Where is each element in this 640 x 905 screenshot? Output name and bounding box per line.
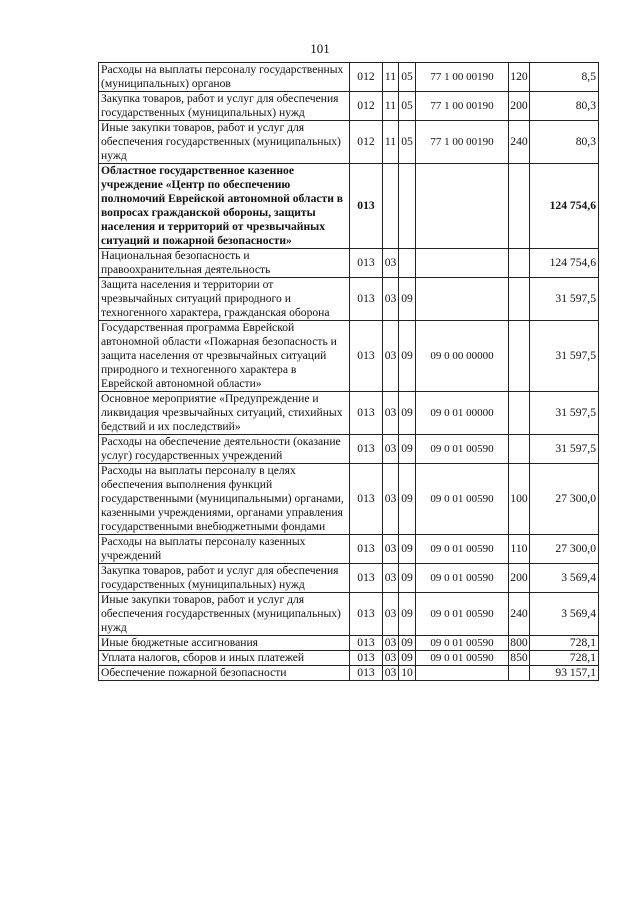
row-name-cell: Расходы на выплаты персоналу казенных учреждений xyxy=(99,535,350,564)
row-target-article-cell xyxy=(416,278,509,321)
row-subsection-cell: 09 xyxy=(399,321,416,392)
row-section-cell xyxy=(383,164,399,249)
row-target-article-cell: 09 0 01 00590 xyxy=(416,651,509,666)
row-name-cell: Основное мероприятие «Предупреждение и ликвидация чрезвычайных ситуаций, стихийных бедствий и их последствий» xyxy=(99,392,350,435)
row-grbs-cell: 012 xyxy=(350,92,383,121)
row-name-cell: Расходы на выплаты персоналу в целях обеспечения выполнения функций государственными (муниципальными) органами, казенными учреждениями, органами управления государственными внебюджетными фондами xyxy=(99,464,350,535)
row-name-cell: Национальная безопасность и правоохранительная деятельность xyxy=(99,249,350,278)
row-expense-type-cell: 200 xyxy=(509,92,530,121)
row-subsection-cell xyxy=(399,249,416,278)
row-amount-cell: 728,1 xyxy=(530,636,599,651)
row-section-cell: 03 xyxy=(383,392,399,435)
row-name-cell: Иные закупки товаров, работ и услуг для обеспечения государственных (муниципальных) нужд xyxy=(99,121,350,164)
row-subsection-cell: 09 xyxy=(399,435,416,464)
row-name-cell: Иные закупки товаров, работ и услуг для обеспечения государственных (муниципальных) нужд xyxy=(99,593,350,636)
row-expense-type-cell xyxy=(509,435,530,464)
row-target-article-cell xyxy=(416,666,509,681)
row-expense-type-cell xyxy=(509,321,530,392)
table-row xyxy=(99,321,599,392)
row-grbs-cell: 012 xyxy=(350,63,383,92)
row-grbs-cell: 013 xyxy=(350,164,383,249)
row-name-cell: Расходы на обеспечение деятельности (оказание услуг) государственных учреждений xyxy=(99,435,350,464)
row-name-cell: Иные бюджетные ассигнования xyxy=(99,636,350,651)
row-amount-cell: 31 597,5 xyxy=(530,392,599,435)
row-name-cell: Обеспечение пожарной безопасности xyxy=(99,666,350,681)
row-amount-cell: 31 597,5 xyxy=(530,321,599,392)
row-subsection-cell: 09 xyxy=(399,593,416,636)
row-section-cell: 11 xyxy=(383,63,399,92)
row-target-article-cell: 77 1 00 00190 xyxy=(416,92,509,121)
row-amount-cell: 8,5 xyxy=(530,63,599,92)
row-expense-type-cell xyxy=(509,278,530,321)
table-row xyxy=(99,636,599,651)
row-amount-cell: 124 754,6 xyxy=(530,249,599,278)
row-amount-cell: 93 157,1 xyxy=(530,666,599,681)
row-section-cell: 03 xyxy=(383,593,399,636)
row-section-cell: 03 xyxy=(383,249,399,278)
row-name-cell: Государственная программа Еврейской автономной области «Пожарная безопасность и защита населения от чрезвычайных ситуаций природного и техногенного характера в Еврейской автономной области» xyxy=(99,321,350,392)
row-grbs-cell: 012 xyxy=(350,121,383,164)
row-subsection-cell: 05 xyxy=(399,121,416,164)
table-row xyxy=(99,535,599,564)
row-section-cell: 03 xyxy=(383,535,399,564)
row-amount-cell: 3 569,4 xyxy=(530,564,599,593)
row-target-article-cell xyxy=(416,249,509,278)
row-subsection-cell xyxy=(399,164,416,249)
row-grbs-cell: 013 xyxy=(350,651,383,666)
row-expense-type-cell: 240 xyxy=(509,121,530,164)
row-target-article-cell: 09 0 00 00000 xyxy=(416,321,509,392)
row-grbs-cell: 013 xyxy=(350,636,383,651)
row-target-article-cell: 09 0 01 00590 xyxy=(416,435,509,464)
row-expense-type-cell: 850 xyxy=(510,651,528,664)
row-target-article-cell: 09 0 01 00590 xyxy=(416,464,509,535)
row-target-article-cell: 09 0 01 00590 xyxy=(416,564,509,593)
row-amount-cell: 80,3 xyxy=(530,92,599,121)
row-expense-type-cell xyxy=(509,164,530,249)
row-section-cell: 03 xyxy=(383,278,399,321)
row-amount-cell: 27 300,0 xyxy=(530,535,599,564)
row-expense-type-cell: 100 xyxy=(509,464,530,535)
row-subsection-cell: 09 xyxy=(399,464,416,535)
row-expense-type-cell: 120 xyxy=(509,63,530,92)
row-expense-type-cell xyxy=(509,392,530,435)
row-grbs-cell: 013 xyxy=(350,249,383,278)
row-amount-cell: 27 300,0 xyxy=(530,464,599,535)
row-section-cell: 03 xyxy=(383,435,399,464)
row-amount-cell: 80,3 xyxy=(530,121,599,164)
row-amount-cell: 3 569,4 xyxy=(530,593,599,636)
row-target-article-cell: 09 0 01 00000 xyxy=(416,392,509,435)
row-target-article-cell: 09 0 01 00590 xyxy=(416,636,509,651)
row-name-cell: Расходы на выплаты персоналу государственных (муниципальных) органов xyxy=(99,63,350,92)
row-grbs-cell: 013 xyxy=(350,535,383,564)
row-grbs-cell: 013 xyxy=(350,392,383,435)
table-row xyxy=(99,164,599,249)
row-subsection-cell: 05 xyxy=(399,92,416,121)
row-section-cell: 03 xyxy=(383,564,399,593)
row-section-cell: 11 xyxy=(383,92,399,121)
row-subsection-cell: 09 xyxy=(399,651,416,666)
row-target-article-cell: 77 1 00 00190 xyxy=(416,63,509,92)
row-target-article-cell: 09 0 01 00590 xyxy=(416,535,509,564)
row-amount-cell: 31 597,5 xyxy=(530,278,599,321)
table-row xyxy=(99,435,599,464)
row-subsection-cell: 05 xyxy=(399,63,416,92)
row-subsection-cell: 10 xyxy=(399,666,416,681)
row-section-cell: 03 xyxy=(383,651,399,666)
row-section-cell: 11 xyxy=(383,121,399,164)
row-expense-type-cell: 800 xyxy=(510,636,528,649)
row-amount-cell: 728,1 xyxy=(530,651,599,666)
row-subsection-cell: 09 xyxy=(399,636,416,651)
row-section-cell: 03 xyxy=(383,636,399,651)
row-name-cell: Закупка товаров, работ и услуг для обеспечения государственных (муниципальных) нужд xyxy=(99,564,350,593)
row-expense-type-cell xyxy=(509,249,530,278)
row-subsection-cell: 09 xyxy=(399,564,416,593)
row-grbs-cell: 013 xyxy=(350,464,383,535)
row-grbs-cell: 013 xyxy=(350,666,383,681)
table-row xyxy=(99,666,599,681)
table-body xyxy=(99,63,599,681)
page-number: 101 xyxy=(310,41,330,56)
row-section-cell: 03 xyxy=(383,666,399,681)
row-name-cell: Защита населения и территории от чрезвычайных ситуаций природного и техногенного характера, гражданская оборона xyxy=(99,278,350,321)
row-name-cell: Областное государственное казенное учреждение «Центр по обеспечению полномочий Еврейской автономной области в вопросах гражданской обороны, защиты населения и территорий от чрезвычайных ситуаций и пожарной безопасности» xyxy=(99,164,350,249)
row-grbs-cell: 013 xyxy=(350,564,383,593)
row-grbs-cell: 013 xyxy=(350,278,383,321)
row-expense-type-cell xyxy=(509,666,530,681)
table-row xyxy=(99,249,599,278)
row-name-cell: Уплата налогов, сборов и иных платежей xyxy=(99,651,350,666)
row-target-article-cell: 77 1 00 00190 xyxy=(416,121,509,164)
table-row xyxy=(99,564,599,593)
table-row xyxy=(99,92,599,121)
row-amount-cell: 31 597,5 xyxy=(530,435,599,464)
row-target-article-cell xyxy=(416,164,509,249)
row-section-cell: 03 xyxy=(383,321,399,392)
row-section-cell: 03 xyxy=(383,464,399,535)
row-amount-cell: 124 754,6 xyxy=(530,164,599,249)
row-name-cell: Закупка товаров, работ и услуг для обеспечения государственных (муниципальных) нужд xyxy=(99,92,350,121)
table-row xyxy=(99,651,599,666)
row-grbs-cell: 013 xyxy=(350,321,383,392)
row-subsection-cell: 09 xyxy=(399,392,416,435)
row-expense-type-cell: 200 xyxy=(509,564,530,593)
table-row xyxy=(99,464,599,535)
table-row xyxy=(99,593,599,636)
row-expense-type-cell: 110 xyxy=(509,535,530,564)
row-subsection-cell: 09 xyxy=(399,278,416,321)
table-row xyxy=(99,392,599,435)
row-subsection-cell: 09 xyxy=(399,535,416,564)
table-row xyxy=(99,278,599,321)
budget-table xyxy=(98,62,599,681)
row-grbs-cell: 013 xyxy=(350,435,383,464)
table-row xyxy=(99,121,599,164)
row-expense-type-cell: 240 xyxy=(509,593,530,636)
row-grbs-cell: 013 xyxy=(350,593,383,636)
table-row xyxy=(99,63,599,92)
row-target-article-cell: 09 0 01 00590 xyxy=(416,593,509,636)
